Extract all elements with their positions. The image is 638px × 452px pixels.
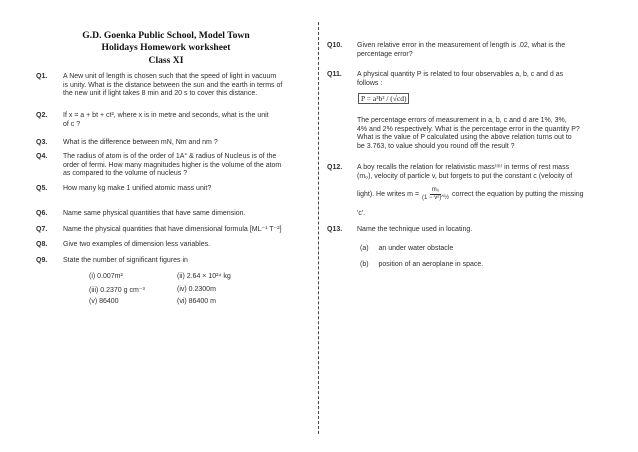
question-text [63,112,269,129]
question-line: What is the difference between mN, Nm and nm ? [63,139,218,146]
question-line: is unity. What is the distance between the sun and the earth in terms of [63,81,283,89]
worksheet-header [48,30,284,67]
question-text [63,226,282,235]
question-line: follows : [357,79,383,87]
question-line: What is the value of P calculated using the above relation turns out to [357,134,572,141]
question-line: Give two examples of dimension less variables. [63,241,211,248]
question-line: order of fermi. How many magnitudes higher is the volume of the atom [63,161,282,169]
question-number: Q2. [36,112,48,119]
question-line: A physical quantity P is related to four observables a, b, c and d as [357,71,564,78]
question-text [357,226,472,235]
question-text [63,153,281,179]
question-number: Q10. [327,42,343,49]
class-label: Class XI [148,54,184,66]
question-line: be 3.763, to value should you round off the result ? [357,142,515,150]
question-line: The percentage errors of measurement in a, b, c and d are 1%, 3%, [357,117,567,124]
question-text [357,42,565,59]
question-line: 4% and 2% respectively. What is the percentage error in the quantity P? [357,125,580,133]
question-text [63,210,245,219]
question-line: Given relative error in the measurement of length is .02, what is the [357,42,566,49]
column-divider [318,22,319,434]
sig-fig-item: (vi) 86400 m [177,298,216,305]
question-line: as compared to the volume of nucleus ? [63,170,188,177]
question-line: The radius of atom is of the order of 1A° & radius of Nucleus is of the [63,153,277,160]
equation-suffix: correct the equation by putting the missing [452,191,584,198]
question-number: Q12. [327,164,343,171]
question-text [63,185,211,194]
question-text [357,71,563,88]
question-line: State the number of significant figures in [63,257,188,264]
question-line: If x = a + bt + ct², where x is in metre and seconds, what is the unit [63,112,269,119]
option-label: (a) [360,245,369,252]
sig-fig-item: (ii) 2.64 × 10²⁴ kg [177,273,231,280]
fraction-denominator: (1 − v²)^½ [422,195,450,201]
q13-option-b [360,261,483,268]
question-number: Q7. [36,226,48,233]
q12-missing-c: 'c'. [357,210,366,217]
question-number: Q13. [327,226,343,233]
question-number: Q6. [36,210,48,217]
question-text [357,164,572,181]
question-number: Q5. [36,185,48,192]
sig-fig-item: (iii) 0.2370 g cm⁻³ [89,287,145,294]
q13-option-a [360,245,453,252]
question-text [63,257,188,266]
question-number: Q3. [36,139,48,146]
school-name: G.D. Goenka Public School, Model Town [82,30,250,41]
option-text: an under water obstacle [378,245,454,252]
q12-equation-line [357,187,584,202]
question-line: (m₀), velocity of particle v, but forgets to put the constant c (velocity of [357,172,573,180]
question-line: percentage error? [357,50,413,58]
question-line: the new unit if light takes 8 min and 20 s to cover this distance. [63,90,258,97]
fraction-numerator: m₀ [431,187,440,193]
question-line: How many kg make 1 unified atomic mass unit? [63,185,212,192]
equation-prefix: light). He writes m = [357,191,420,198]
question-number: Q1. [36,73,48,80]
worksheet-title: Holidays Homework worksheet [101,42,231,54]
question-line: of c ? [63,120,81,128]
option-label: (b) [360,261,369,268]
sig-fig-item: (v) 86400 [89,298,119,305]
formula-text: P = a³b² / (√cd) [358,93,409,104]
question-line: Name same physical quantities that have same dimension. [63,210,246,217]
question-number: Q4. [36,153,48,160]
question-line: A New unit of length is chosen such that the speed of light in vacuum [63,73,277,80]
question-text [63,139,218,148]
question-text [63,73,282,99]
question-number: Q8. [36,241,48,248]
question-text [357,117,580,151]
sig-fig-item: (iv) 0.2300m [177,286,216,293]
question-line: Name the physical quantities that have dimensional formula [ML⁻¹ T⁻²] [63,226,282,233]
sig-fig-item: (i) 0.007m² [89,273,123,280]
question-number: Q9. [36,257,48,264]
relativistic-fraction [422,187,449,202]
question-line: A boy recalls the relation for relativistic mass⁽ᵐ⁾ in terms of rest mass [357,164,570,171]
question-line: Name the technique used in locating. [357,226,473,233]
q11-formula [358,94,409,103]
option-text: position of an aeroplane in space. [378,261,484,268]
question-number: Q11. [327,71,342,78]
question-text [63,241,210,250]
